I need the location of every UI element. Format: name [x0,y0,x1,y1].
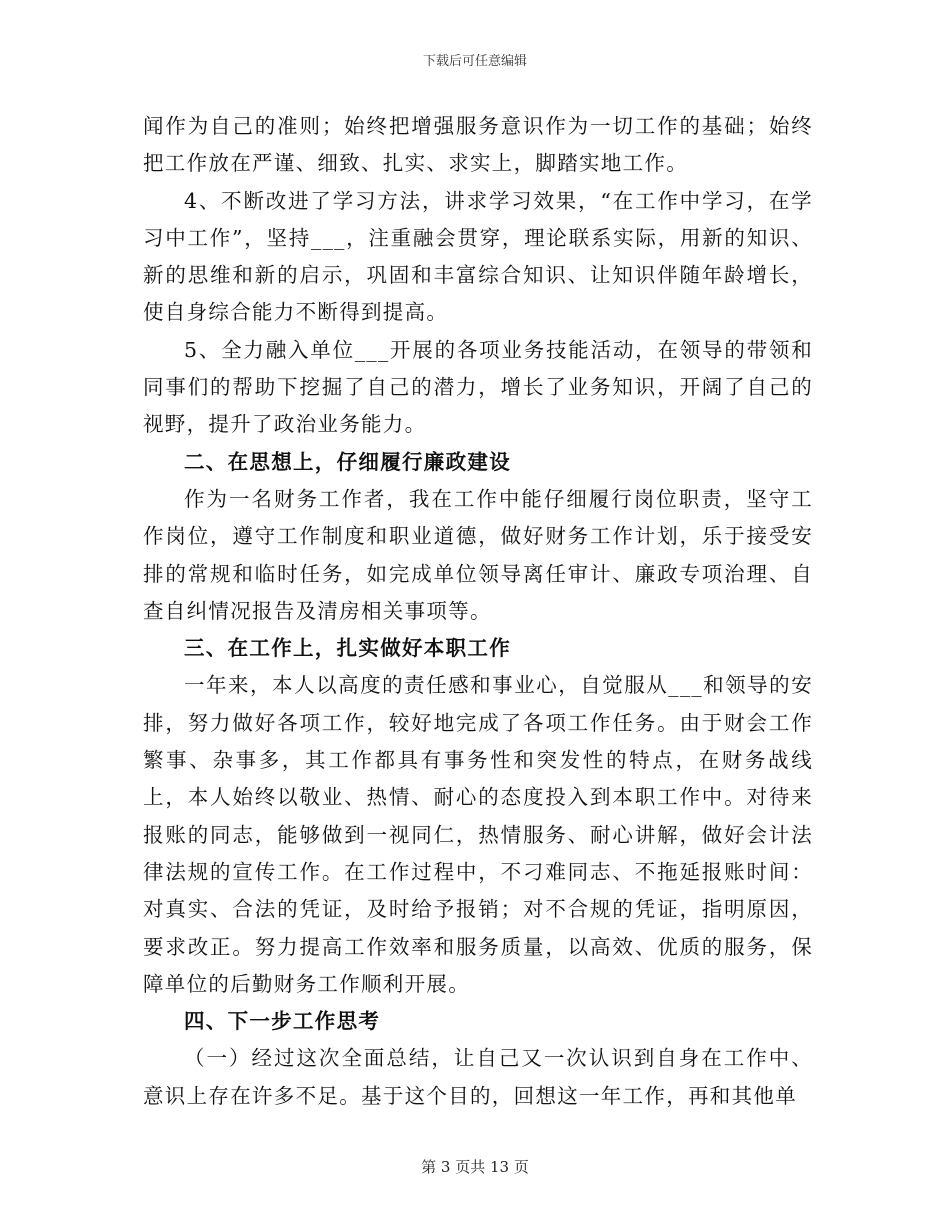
paragraph-section-3: 一年来，本人以高度的责任感和事业心，自觉服从___和领导的安排，努力做好各项工作，较好地完成了各项工作任务。由于财会工作繁事、杂事多，其工作都具有事务性和突发性的特点，在财务战线上，本人始终以敬业、热情、耐心的态度投入到本职工作中。对待来报账的同志，能够做到一视同仁，热情服务、耐心讲解，做好会计法律法规的宣传工作。在工作过程中，不刁难同志、不拖延报账时间：对真实、合法的凭证，及时给予报销；对不合规的凭证，指明原因，要求改正。努力提高工作效率和服务质量，以高效、优质的服务，保障单位的后勤财务工作顺利开展。 [143,673,813,996]
paragraph-section-2: 作为一名财务工作者，我在工作中能仔细履行岗位职责，坚守工作岗位，遵守工作制度和职业道德，做好财务工作计划，乐于接受安排的常规和临时任务，如完成单位领导离任审计、廉政专项治理、自查自纠情况报告及清房相关事项等。 [143,486,813,623]
section-heading-3: 三、在工作上，扎实做好本职工作 [184,636,511,661]
paragraph-continuation: 闻作为自己的准则；始终把增强服务意识作为一切工作的基础；始终把工作放在严谨、细致、扎实、求实上，脚踏实地工作。 [143,114,813,176]
document-body [143,108,813,1115]
paragraph-item-5: 5、全力融入单位___开展的各项业务技能活动，在领导的带领和同事们的帮助下挖掘了自己的潜力，增长了业务知识，开阔了自己的视野，提升了政治业务能力。 [143,337,813,437]
paragraph-item-4: 4、不断改进了学习方法，讲求学习效果，“在工作中学习，在学习中工作”，坚持___，注重融会贯穿，理论联系实际，用新的知识、新的思维和新的启示，巩固和丰富综合知识、让知识伴随年龄增长，使自身综合能力不断得到提高。 [143,188,813,325]
paragraph-section-4-item-1: （一）经过这次全面总结，让自己又一次认识到自身在工作中、意识上存在许多不足。基于这个目的，回想这一年工作，再和其他单 [143,1046,813,1108]
section-heading-2: 二、在思想上，仔细履行廉政建设 [184,449,511,474]
page-number: 第 3 页共 13 页 [421,1158,529,1176]
page-header: 下载后可任意编辑 [422,54,527,69]
section-heading-4: 四、下一步工作思考 [184,1009,381,1034]
